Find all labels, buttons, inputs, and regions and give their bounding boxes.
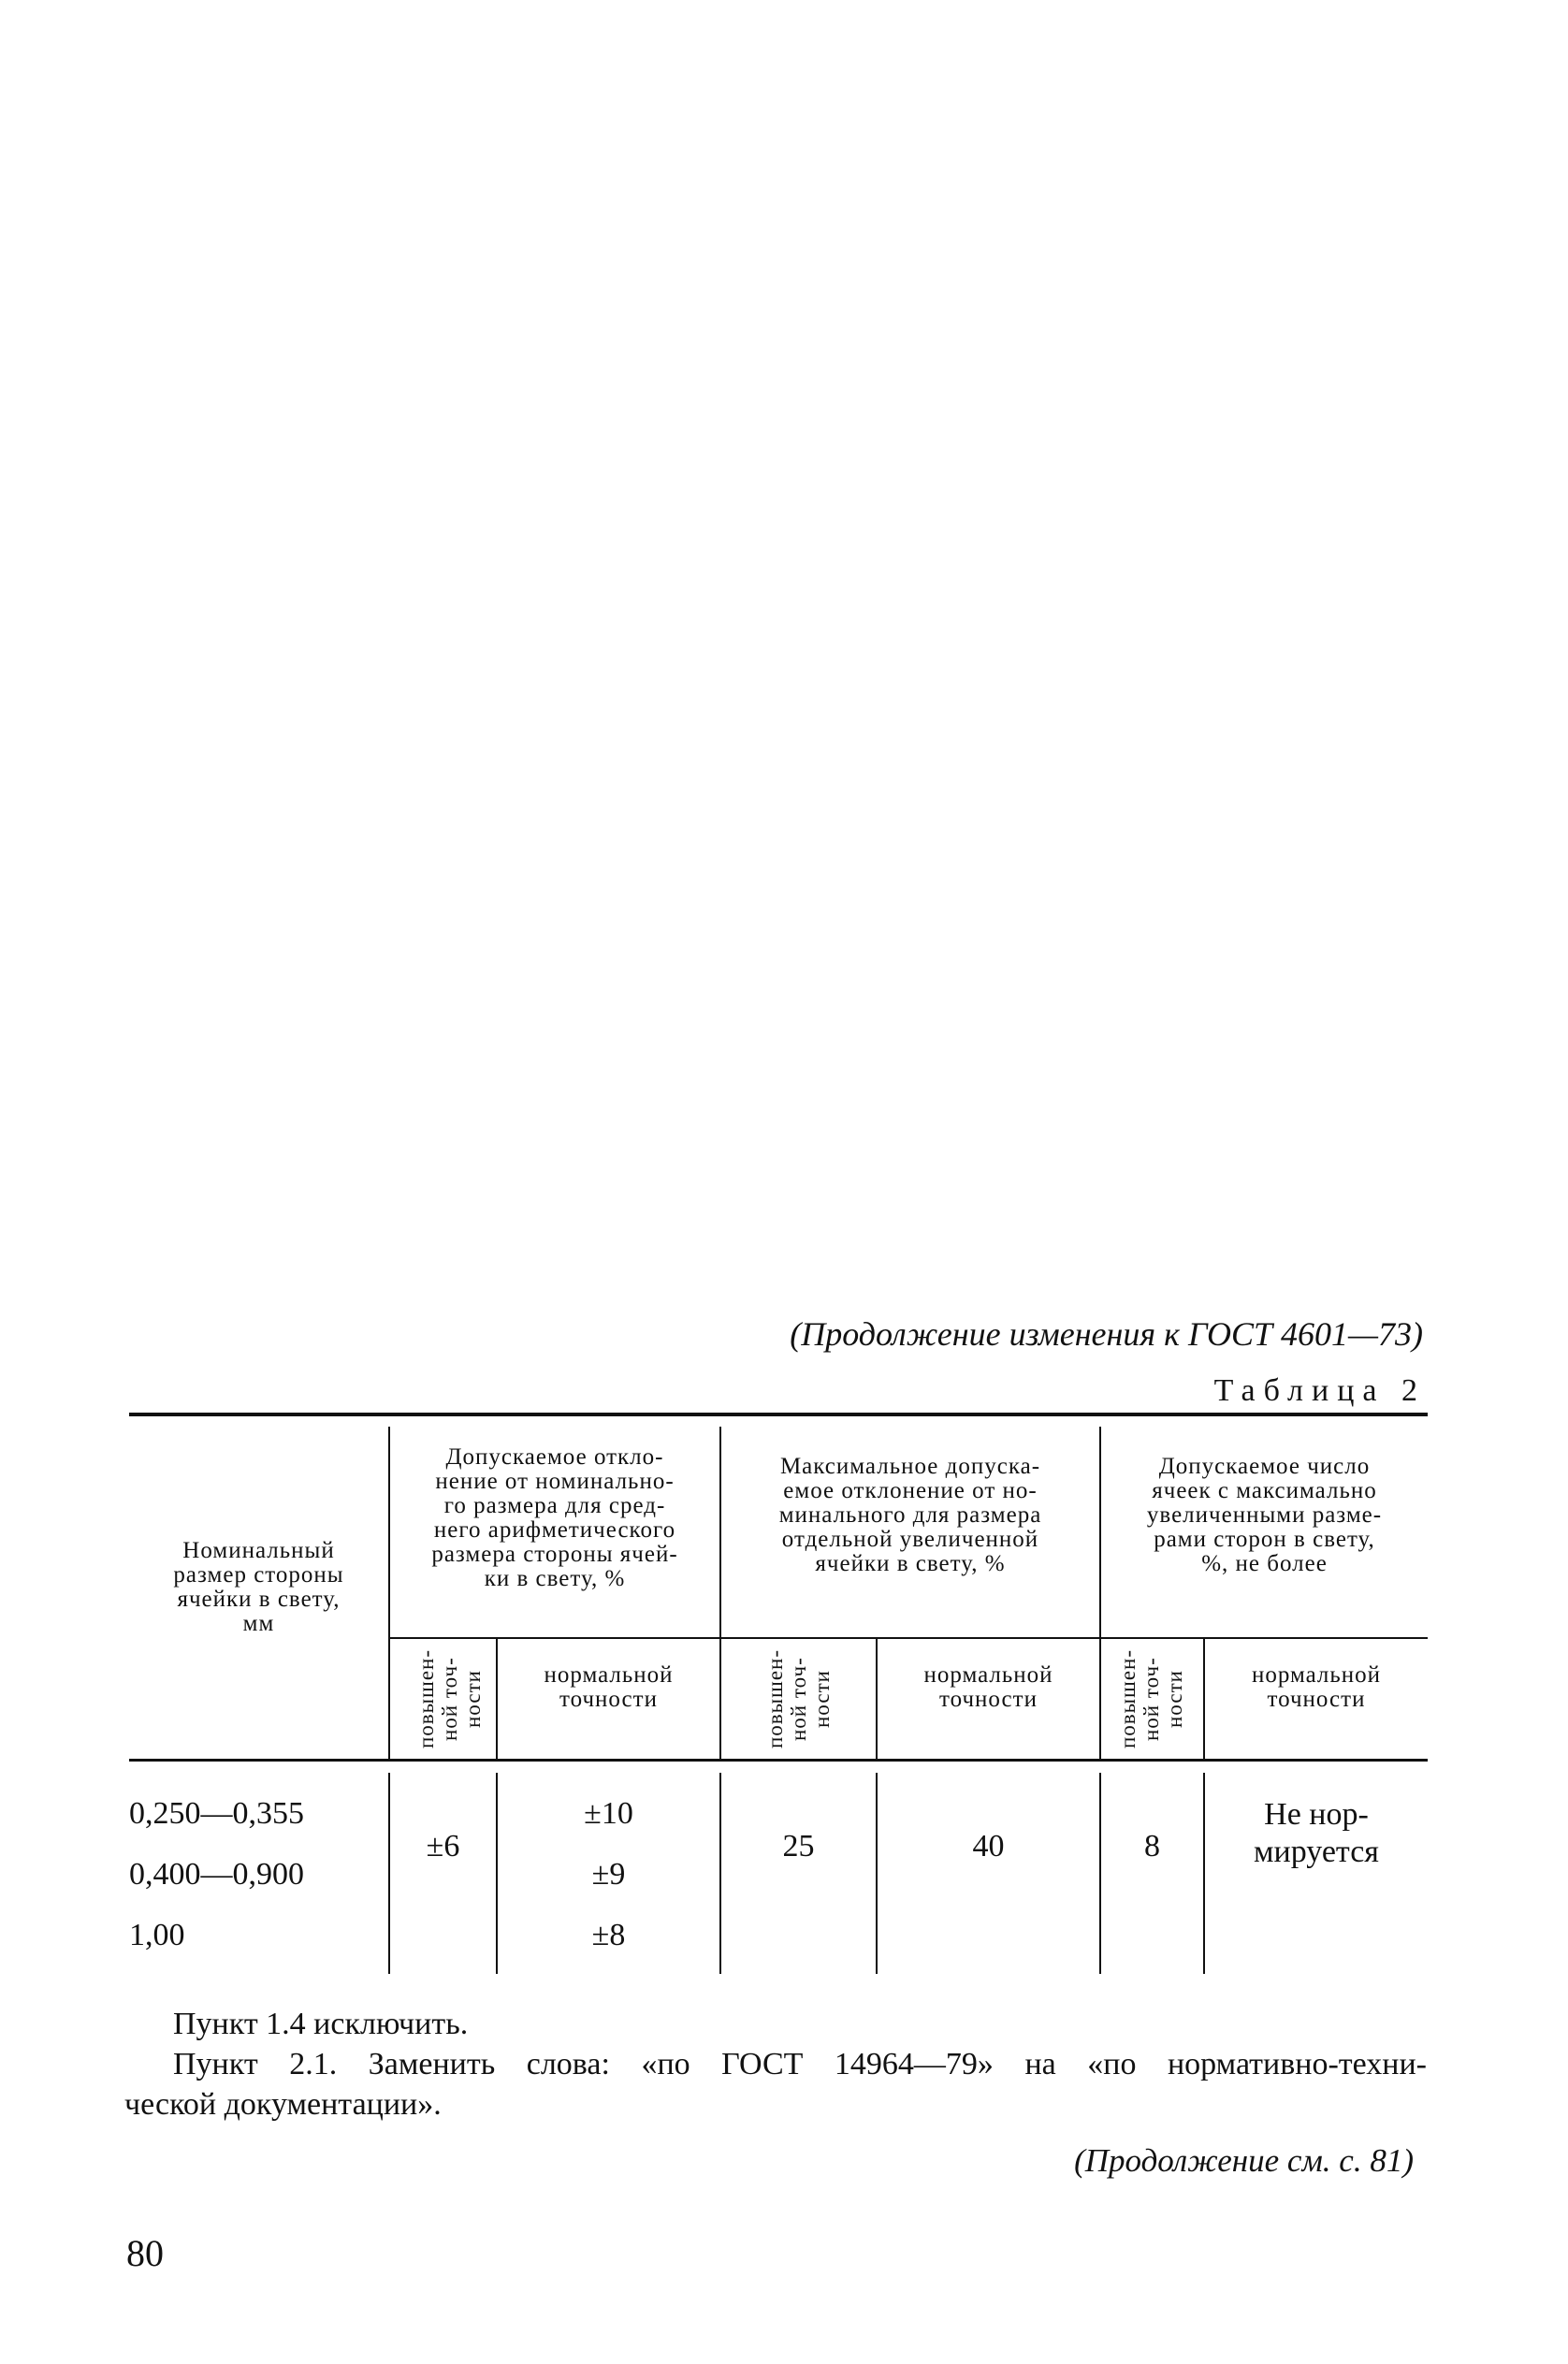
cell-g1-high: ±6 <box>426 1829 460 1864</box>
running-header: (Продолжение изменения к ГОСТ 4601—73) <box>790 1315 1423 1353</box>
paragraph-2-line-2: ческой документации». <box>124 2087 442 2122</box>
row-label: 0,250—0,355 <box>129 1796 304 1831</box>
subheader-normal-precision: нормальной точности <box>923 1662 1053 1712</box>
cell-g3-high: 8 <box>1144 1829 1160 1864</box>
paragraph-2-line-1: Пункт 2.1. Заменить слова: «по ГОСТ 14964—79» на «по нормативно-техни- <box>173 2047 1427 2081</box>
cell-g1-normal: ±10 <box>584 1796 633 1831</box>
col-divider <box>388 1773 390 1974</box>
table-top-rule <box>129 1413 1428 1416</box>
table-caption: Таблица 2 <box>1213 1373 1426 1408</box>
row-label: 1,00 <box>129 1918 185 1952</box>
group-header-max-deviation: Максимальное допуска- емое отклонение от но- минального для размера отдельной увеличенной ячейки в свету, % <box>778 1454 1042 1576</box>
subheader-normal-precision: нормальной точности <box>544 1662 674 1712</box>
subheader-rule <box>388 1637 1428 1639</box>
subheader-normal-precision: нормальной точности <box>1251 1662 1382 1712</box>
col-header-nominal-size: Номинальный размер стороны ячейки в свету, мм <box>173 1538 344 1636</box>
col-divider <box>1099 1773 1101 1974</box>
group-header-mean-deviation: Допускаемое откло- нение от номинально- го размера для сред- него арифметического размера стороны ячей- ки в свету, % <box>431 1444 678 1591</box>
subheader-high-precision: повышен-ной точ-ности <box>1116 1649 1186 1749</box>
subheader-high-precision: повышен-ной точ-ности <box>763 1649 834 1749</box>
cell-g3-normal: Не нор- мируется <box>1254 1797 1379 1869</box>
cell-g1-normal: ±9 <box>591 1857 626 1892</box>
subheader-high-precision: повышен-ной точ-ности <box>414 1649 485 1749</box>
page-number: 80 <box>126 2232 164 2274</box>
group-header-cell-count: Допускаемое число ячеек с максимально увеличенными разме- рами сторон в свету, %, не более <box>1146 1454 1383 1576</box>
cell-g1-normal: ±8 <box>591 1918 626 1952</box>
cell-g2-normal: 40 <box>972 1829 1005 1864</box>
col-divider <box>719 1773 721 1974</box>
table-2 <box>129 1413 1428 1974</box>
cell-g2-high: 25 <box>782 1829 815 1864</box>
table-header-rule <box>129 1759 1428 1762</box>
paragraph-1: Пункт 1.4 исключить. <box>173 2007 469 2041</box>
row-label: 0,400—0,900 <box>129 1857 304 1892</box>
continuation-note: (Продолжение см. с. 81) <box>1074 2142 1414 2179</box>
col-divider <box>876 1773 878 1974</box>
